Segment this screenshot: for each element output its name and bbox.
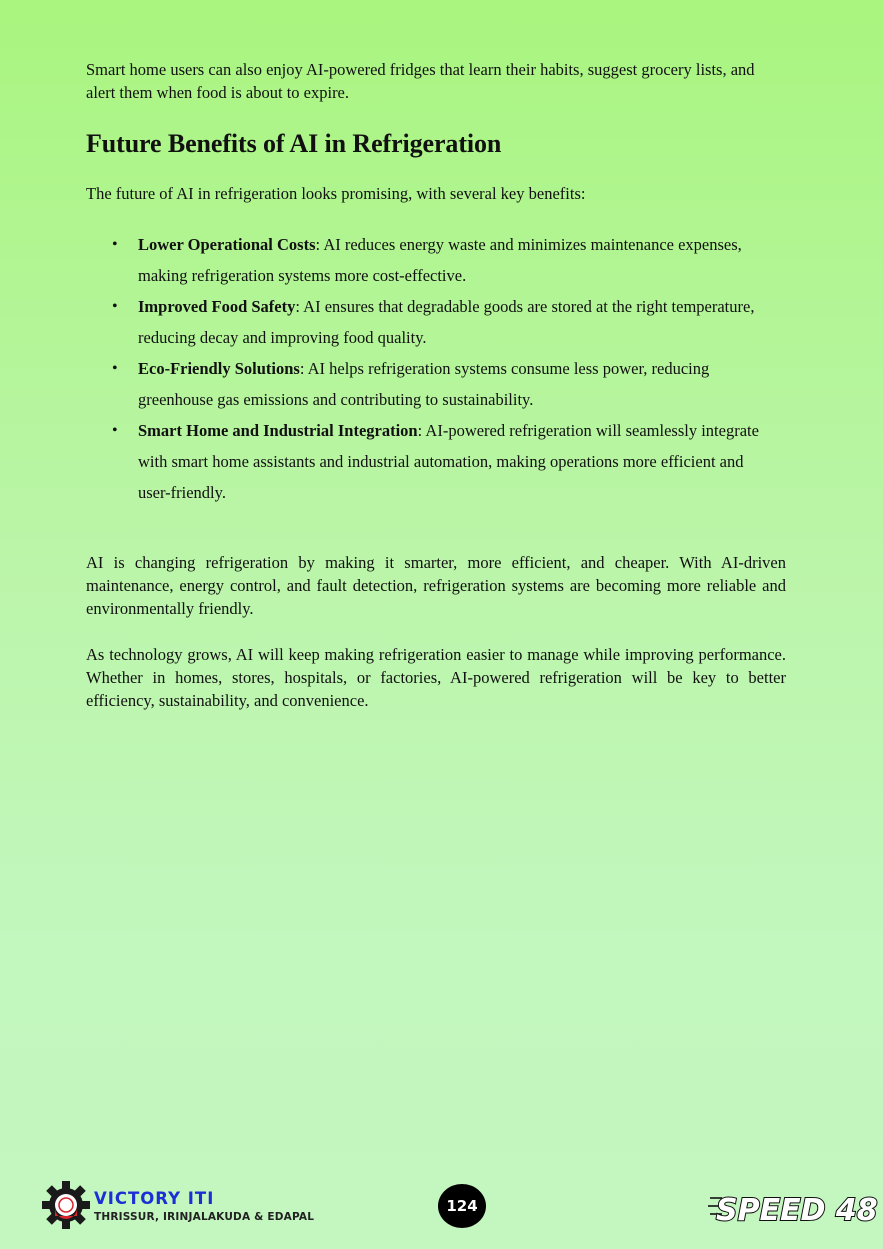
benefit-term: Eco-Friendly Solutions xyxy=(138,359,300,378)
bullet-icon: • xyxy=(112,422,118,439)
gear-logo-icon xyxy=(42,1181,90,1229)
benefit-text: : AI reduces energy waste and minimizes maintenance expenses, making refrigeration systems more cost-effective. xyxy=(138,235,742,285)
org-locations: THRISSUR, IRINJALAKUDA & EDAPAL xyxy=(94,1211,315,1223)
intro-paragraph: Smart home users can also enjoy AI-powered fridges that learn their habits, suggest grocery lists, and alert them when food is about to expire. xyxy=(86,60,755,102)
benefit-text: : AI-powered refrigeration will seamlessly integrate with smart home assistants and industrial automation, making operations more efficient and user-friendly. xyxy=(138,421,759,502)
section-title: Future Benefits of AI in Refrigeration xyxy=(86,129,502,158)
benefit-term: Improved Food Safety xyxy=(138,297,296,316)
lead-paragraph: The future of AI in refrigeration looks promising, with several key benefits: xyxy=(86,184,586,203)
list-item xyxy=(86,415,766,508)
bullet-icon: • xyxy=(112,236,118,253)
speed-48-logo xyxy=(708,1186,878,1230)
page-number: 124 xyxy=(438,1184,486,1228)
org-name: VICTORY ITI xyxy=(94,1189,215,1208)
list-item xyxy=(86,291,766,353)
benefits-list xyxy=(86,229,766,508)
conclusion-paragraph-2: As technology grows, AI will keep making refrigeration easier to manage while improving performance. Whether in homes, stores, hospitals, or factories, AI-powered refrigeration will be key to better efficiency, sustainability, and convenience. xyxy=(86,645,786,710)
list-item xyxy=(86,229,766,291)
bullet-icon: • xyxy=(112,298,118,315)
benefit-term: Smart Home and Industrial Integration xyxy=(138,421,418,440)
benefit-text: : AI helps refrigeration systems consume less power, reducing greenhouse gas emissions and contributing to sustainability. xyxy=(138,359,710,409)
conclusion-paragraph-1: AI is changing refrigeration by making it smarter, more efficient, and cheaper. With AI-driven maintenance, energy control, and fault detection, refrigeration systems are becoming more reliable and environmentally friendly. xyxy=(86,553,786,618)
brand-text: SPEED 48 xyxy=(716,1193,878,1228)
benefit-term: Lower Operational Costs xyxy=(138,235,316,254)
benefit-text: : AI ensures that degradable goods are stored at the right temperature, reducing decay and improving food quality. xyxy=(138,297,755,347)
page-content xyxy=(86,58,786,710)
list-item xyxy=(86,353,766,415)
bullet-icon: • xyxy=(112,360,118,377)
